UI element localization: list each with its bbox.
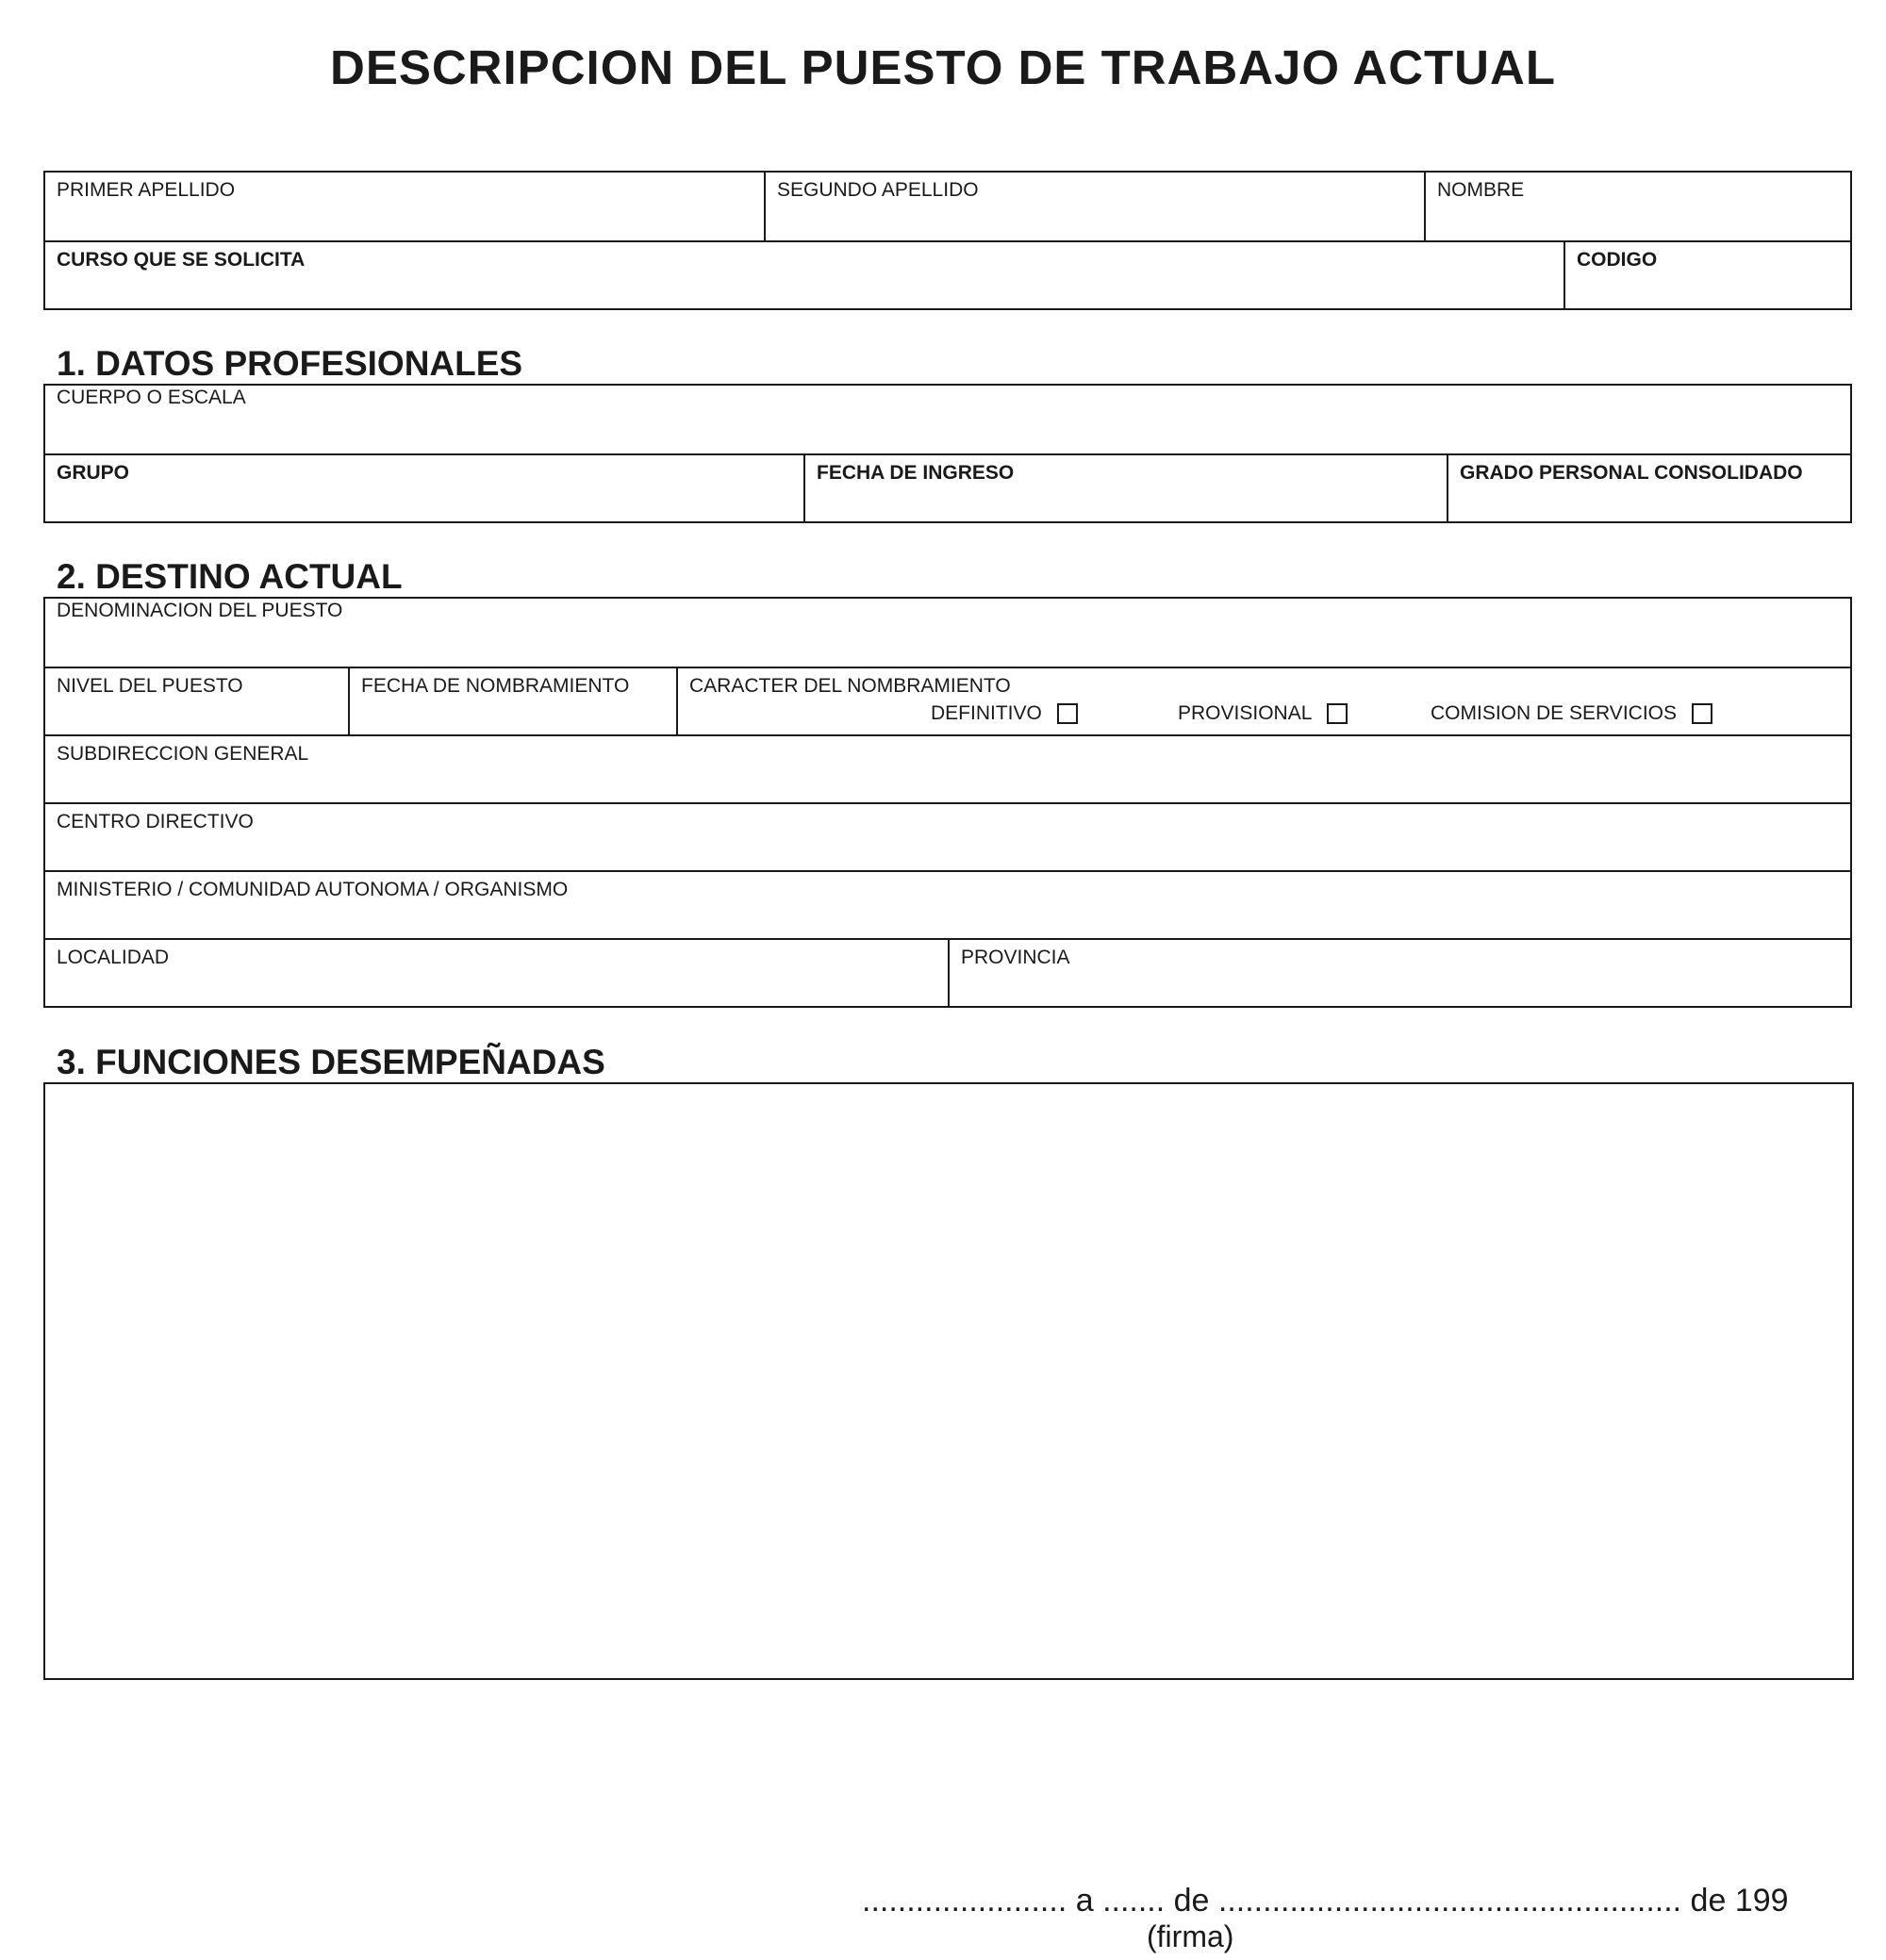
cuerpo-row xyxy=(45,386,1850,453)
fecha-nombramiento-label: FECHA DE NOMBRAMIENTO xyxy=(361,675,630,697)
localidad-row xyxy=(45,938,1850,1006)
signature-label: (firma) xyxy=(1147,1919,1234,1953)
nombre-label: NOMBRE xyxy=(1437,179,1525,201)
denominacion-label: DENOMINACION DEL PUESTO xyxy=(57,600,343,621)
grupo-row xyxy=(45,453,1850,521)
comision-checkbox[interactable] xyxy=(1692,703,1712,724)
fecha-nombramiento-field[interactable] xyxy=(348,668,676,734)
ministerio-row xyxy=(45,870,1850,938)
subdireccion-label: SUBDIRECCION GENERAL xyxy=(57,743,309,765)
professional-data-grid xyxy=(43,384,1852,523)
subdireccion-row xyxy=(45,734,1850,802)
localidad-field[interactable] xyxy=(45,940,948,1006)
section-3-heading: 3. FUNCIONES DESEMPEÑADAS xyxy=(57,1043,605,1081)
grupo-field[interactable] xyxy=(45,455,803,521)
fecha-ingreso-label: FECHA DE INGRESO xyxy=(817,462,1015,484)
provincia-label: PROVINCIA xyxy=(961,947,1070,968)
ministerio-label: MINISTERIO / COMUNIDAD AUTONOMA / ORGANISMO xyxy=(57,879,569,900)
provisional-label: PROVISIONAL xyxy=(1178,702,1313,724)
grupo-label: GRUPO xyxy=(57,462,130,484)
centro-field[interactable] xyxy=(45,804,1850,870)
fecha-ingreso-field[interactable] xyxy=(803,455,1447,521)
section-2-heading: 2. DESTINO ACTUAL xyxy=(57,557,403,596)
denominacion-field[interactable] xyxy=(45,599,1850,667)
option-comision[interactable] xyxy=(1431,702,1712,724)
subdireccion-field[interactable] xyxy=(45,736,1850,802)
nombramiento-row xyxy=(45,667,1850,734)
codigo-label: CODIGO xyxy=(1577,249,1658,271)
section-1-heading: 1. DATOS PROFESIONALES xyxy=(57,344,523,383)
ministerio-field[interactable] xyxy=(45,872,1850,938)
denominacion-row xyxy=(45,599,1850,667)
definitivo-label: DEFINITIVO xyxy=(931,702,1042,724)
primer-apellido-field[interactable] xyxy=(45,173,764,240)
personal-data-grid xyxy=(43,171,1852,310)
nivel-field[interactable] xyxy=(45,668,348,734)
provisional-checkbox[interactable] xyxy=(1327,703,1348,724)
nombre-field[interactable] xyxy=(1424,173,1850,240)
centro-row xyxy=(45,802,1850,870)
comision-label: COMISION DE SERVICIOS xyxy=(1431,702,1677,724)
name-row xyxy=(45,173,1850,240)
segundo-apellido-field[interactable] xyxy=(764,173,1424,240)
grado-label: GRADO PERSONAL CONSOLIDADO xyxy=(1460,462,1803,484)
option-definitivo[interactable] xyxy=(931,702,1078,724)
cuerpo-label: CUERPO O ESCALA xyxy=(57,387,246,408)
grado-field[interactable] xyxy=(1447,455,1850,521)
page-title: DESCRIPCION DEL PUESTO DE TRABAJO ACTUAL xyxy=(329,41,1556,94)
option-provisional[interactable] xyxy=(1178,702,1348,724)
caracter-options xyxy=(678,702,1850,731)
cuerpo-field[interactable] xyxy=(45,386,1850,453)
codigo-field[interactable] xyxy=(1563,242,1850,308)
caracter-field xyxy=(676,668,1850,734)
curso-label: CURSO QUE SE SOLICITA xyxy=(57,249,306,271)
segundo-apellido-label: SEGUNDO APELLIDO xyxy=(777,179,979,201)
curso-field[interactable] xyxy=(45,242,1563,308)
primer-apellido-label: PRIMER APELLIDO xyxy=(57,179,236,201)
course-row xyxy=(45,240,1850,308)
current-post-grid xyxy=(43,597,1852,1008)
funciones-textarea[interactable] xyxy=(43,1082,1854,1680)
nivel-label: NIVEL DEL PUESTO xyxy=(57,675,243,697)
caracter-label: CARACTER DEL NOMBRAMIENTO xyxy=(689,675,1011,697)
signature-date-line: ....................... a ....... de .................................................... de 199 xyxy=(862,1883,1789,1919)
localidad-label: LOCALIDAD xyxy=(57,947,170,968)
centro-label: CENTRO DIRECTIVO xyxy=(57,811,254,832)
definitivo-checkbox[interactable] xyxy=(1057,703,1078,724)
provincia-field[interactable] xyxy=(948,940,1850,1006)
